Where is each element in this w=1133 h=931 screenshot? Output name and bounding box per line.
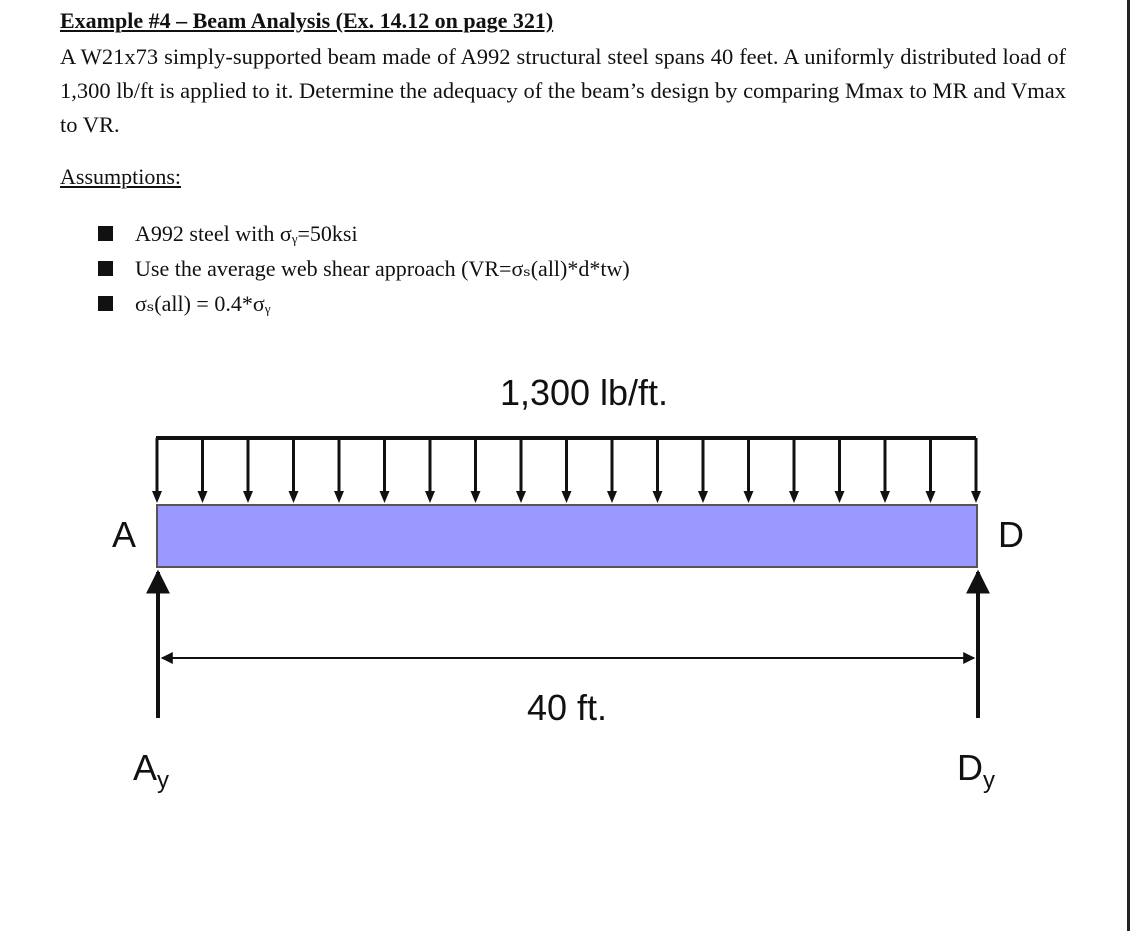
page-title: Example #4 – Beam Analysis (Ex. 14.12 on page 321) bbox=[60, 8, 554, 33]
load-arrow-head bbox=[471, 491, 481, 503]
load-arrow-head bbox=[607, 491, 617, 503]
load-arrow-head bbox=[516, 491, 526, 503]
load-arrow-head bbox=[971, 491, 981, 503]
left-end-label: A bbox=[111, 514, 137, 555]
load-arrow-head bbox=[653, 491, 663, 503]
right-reaction-main: D bbox=[957, 747, 983, 788]
load-arrow-head bbox=[152, 491, 162, 503]
load-arrow-head bbox=[744, 491, 754, 503]
load-arrow-head bbox=[880, 491, 890, 503]
load-arrow-head bbox=[562, 491, 572, 503]
load-arrow-head bbox=[425, 491, 435, 503]
load-arrow-head bbox=[289, 491, 299, 503]
load-arrow-head bbox=[243, 491, 253, 503]
span-label: 40 ft. bbox=[526, 687, 608, 728]
right-end-label: D bbox=[998, 514, 1024, 555]
problem-statement: A W21x73 simply-supported beam made of A992 structural steel spans 40 feet. A uniformly distributed load of 1,300 lb/ft is applied to it. Determine the adequacy of the beam’s design by comparing Mmax to MR and Vmax to VR. bbox=[60, 44, 1066, 137]
load-arrow-head bbox=[380, 491, 390, 503]
load-arrow-head bbox=[926, 491, 936, 503]
load-label: 1,300 lb/ft. bbox=[499, 372, 669, 413]
right-reaction-label bbox=[957, 747, 995, 794]
assumption-text: A992 steel with σᵧ=50ksi bbox=[135, 220, 358, 246]
load-arrow-head bbox=[789, 491, 799, 503]
load-arrow-head bbox=[198, 491, 208, 503]
left-reaction-main: A bbox=[133, 747, 158, 788]
load-arrow-head bbox=[334, 491, 344, 503]
assumptions-heading: Assumptions: bbox=[60, 164, 182, 189]
load-arrow-head bbox=[698, 491, 708, 503]
left-reaction-label bbox=[133, 747, 169, 794]
assumption-text: σₛ(all) = 0.4*σᵧ bbox=[135, 290, 271, 316]
load-arrow-head bbox=[835, 491, 845, 503]
assumption-text: Use the average web shear approach (VR=σₛ(all)*d*tw) bbox=[135, 255, 630, 281]
beam-body bbox=[157, 505, 977, 567]
load-arrows bbox=[152, 438, 981, 503]
right-reaction-subscript: y bbox=[983, 767, 995, 794]
left-reaction-subscript: y bbox=[157, 767, 170, 794]
